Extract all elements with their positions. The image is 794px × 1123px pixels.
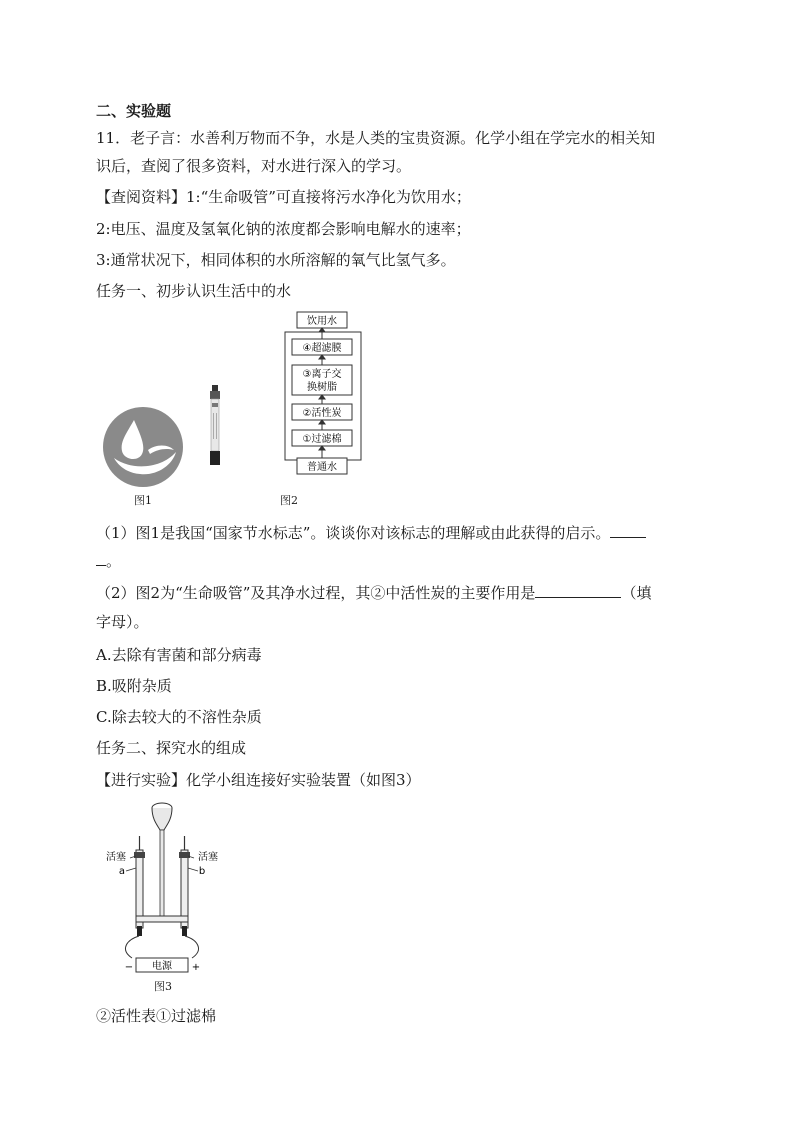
life-straw-image	[206, 385, 224, 467]
flow-label-activated-carbon: ②活性炭	[302, 408, 342, 419]
materials-line2: 2:电压、温度及氢氧化钠的浓度都会影响电解水的速率；	[96, 220, 471, 238]
experiment-line: 【进行实验】化学小组连接好实验装置（如图3）	[96, 771, 421, 789]
sub-question-1-line1	[96, 523, 646, 543]
figure3-caption: 图3	[154, 980, 172, 993]
sub-question-1-end: 。	[106, 552, 122, 570]
flow-label-ordinary-water: 普通水	[307, 462, 337, 473]
fig3-left-valve-label: 活塞	[106, 852, 126, 863]
fig3-label-a: a	[118, 866, 126, 877]
section-title: 二、实验题	[96, 102, 172, 120]
figure1-water-saving-logo	[100, 404, 186, 490]
option-a: A.去除有害菌和部分病毒	[96, 646, 262, 664]
fig3-right-valve-label: 活塞	[198, 852, 218, 863]
materials-line1: 【查阅资料】1:“生命吸管”可直接将污水净化为饮用水；	[96, 188, 471, 206]
footer-note: ②活性表①过滤棉	[96, 1007, 217, 1025]
option-c: C.除去较大的不溶性杂质	[96, 708, 262, 726]
sub-question-2-line2: 字母）。	[96, 613, 149, 631]
figure2-purification-flowchart	[280, 310, 370, 478]
figure1-caption: 图1	[134, 494, 152, 507]
fig3-label-b: b	[198, 866, 206, 877]
figure3-electrolysis-apparatus	[96, 800, 226, 982]
flow-label-ion-exchange-2: 换树脂	[307, 382, 337, 393]
answer-blank-1a	[610, 523, 646, 538]
answer-blank-2	[535, 583, 621, 598]
question-intro-line1: 11．老子言：水善利万物而不争，水是人类的宝贵资源。化学小组在学完水的相关知	[96, 129, 656, 147]
figure2-caption: 图2	[280, 494, 298, 507]
answer-blank-1b	[96, 551, 106, 566]
sub-question-1-text: （1）图1是我国“国家节水标志”。谈谈你对该标志的理解或由此获得的启示。	[96, 524, 611, 542]
task2-title: 任务二、探究水的组成	[96, 739, 247, 757]
sub-question-2-text: （2）图2为“生命吸管”及其净水过程，其②中活性炭的主要作用是	[96, 584, 536, 602]
sub-question-1-line2	[96, 551, 121, 571]
flow-label-ultrafiltration: ④超滤膜	[302, 343, 342, 354]
sub-question-2-line1	[96, 583, 651, 603]
flow-label-filter-cotton: ①过滤棉	[302, 434, 342, 445]
sub-question-2-fill: （填	[621, 584, 652, 602]
task1-title: 任务一、初步认识生活中的水	[96, 282, 292, 300]
option-b: B.吸附杂质	[96, 677, 172, 695]
fig3-plus-sign: +	[191, 962, 201, 973]
fig3-minus-sign: −	[124, 962, 134, 973]
flow-label-ion-exchange-1: ③离子交	[302, 369, 342, 380]
question-intro-line2: 识后，查阅了很多资料，对水进行深入的学习。	[96, 157, 412, 175]
materials-line3: 3:通常状况下，相同体积的水所溶解的氧气比氢气多。	[96, 251, 456, 269]
fig3-power-label: 电源	[152, 961, 172, 972]
flow-label-drinking-water: 饮用水	[307, 316, 337, 327]
